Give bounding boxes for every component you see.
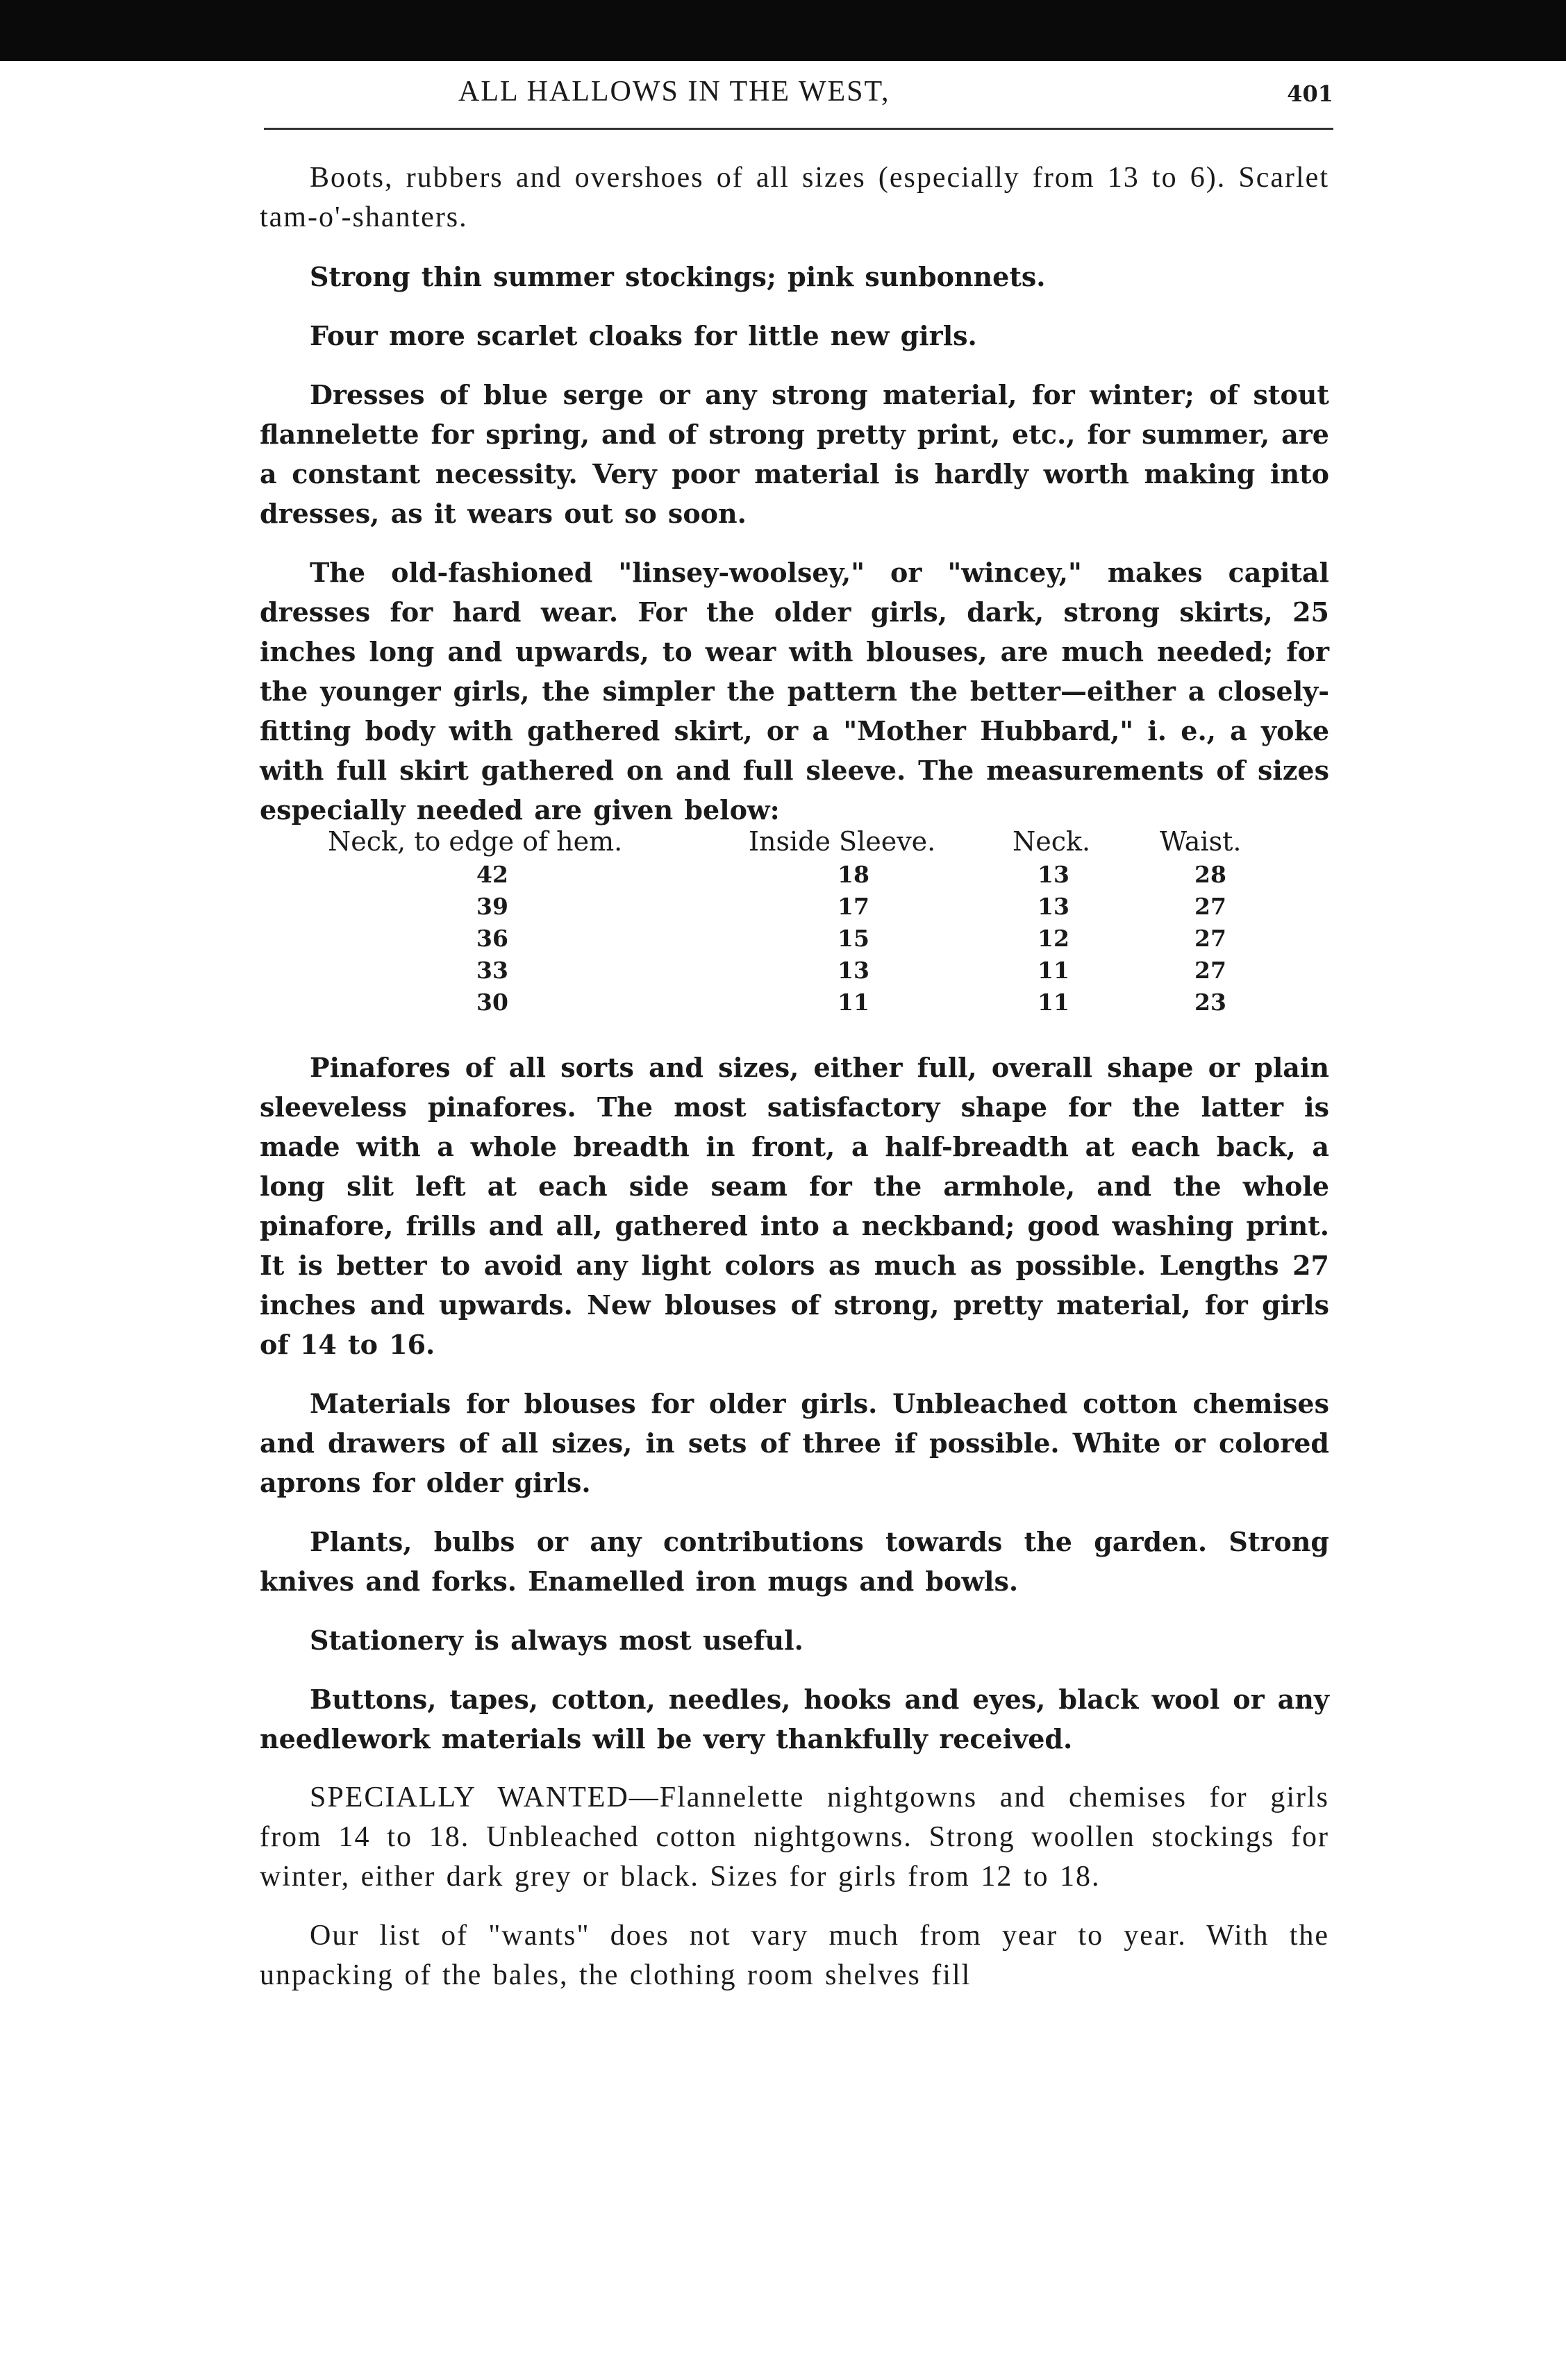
table-cell: 11: [838, 989, 869, 1016]
table-cell: 27: [1194, 925, 1226, 952]
table-cell: 27: [1194, 893, 1226, 920]
table-cell: 28: [1194, 861, 1226, 888]
measurements-table: [328, 824, 1300, 1019]
table-cell: 12: [1038, 925, 1069, 952]
table-cell: 27: [1194, 957, 1226, 984]
table-cell: 33: [476, 957, 508, 984]
table-row: [328, 955, 1300, 987]
table-cell: 39: [476, 893, 508, 920]
paragraph: Pinafores of all sorts and sizes, either full, overall shape or plain sleeveless pinafores. The most satisfactory shape for the latter is made with a whole breadth in front, a half-breadth at each back, a long slit left at each side seam for the armhole, and the whole pinafore, frills and all, gathered into a neckband; good washing print. It is better to avoid any light colors as much as possible. Lengths 27 inches and upwards. New blouses of strong, pretty material, for girls of 14 to 16.: [260, 1052, 1329, 1360]
column-header: Inside Sleeve.: [749, 826, 936, 857]
table-cell: 42: [476, 861, 508, 888]
page-body: [260, 158, 1329, 2015]
table-header: [328, 824, 1300, 859]
paragraph: SPECIALLY WANTED—Flannelette nightgowns and chemises for girls from 14 to 18. Unbleached cotton nightgowns. Strong woollen stockings for winter, either dark grey or black. Sizes for girls from 12 to 18.: [260, 1782, 1329, 1893]
column-header: Waist.: [1160, 826, 1242, 857]
running-header: [264, 75, 1333, 131]
page-top-border: [0, 0, 1566, 61]
table-row: [328, 987, 1300, 1019]
paragraph: Materials for blouses for older girls. Unbleached cotton chemises and drawers of all sizes, in sets of three if possible. White or colored aprons for older girls.: [260, 1388, 1329, 1498]
paragraph: The old-fashioned "linsey-woolsey," or "wincey," makes capital dresses for hard wear. For the older girls, dark, strong skirts, 25 inches long and upwards, to wear with blouses, are much needed; for the younger girls, the simpler the pattern the better—either a closely-fitting body with gathered skirt, or a "Mother Hubbard," i. e., a yoke with full skirt gathered on and full sleeve. The measurements of sizes especially needed are given below:: [260, 557, 1329, 826]
table-cell: 30: [476, 989, 508, 1016]
paragraph: Our list of "wants" does not vary much from year to year. With the unpacking of the bales, the clothing room shelves fill: [260, 1920, 1329, 1991]
table-cell: 15: [838, 925, 869, 952]
paragraph: Strong thin summer stockings; pink sunbonnets.: [310, 261, 1046, 292]
table-cell: 17: [838, 893, 869, 920]
running-title: ALL HALLOWS IN THE WEST,: [458, 76, 890, 108]
paragraph: Buttons, tapes, cotton, needles, hooks and eyes, black wool or any needlework materials will be very thankfully received.: [260, 1684, 1329, 1754]
table-cell: 13: [838, 957, 869, 984]
column-header: Neck.: [1013, 826, 1091, 857]
page-number: 401: [1287, 81, 1333, 107]
column-header: Neck, to edge of hem.: [328, 826, 623, 857]
table-cell: 13: [1038, 893, 1069, 920]
paragraph: Plants, bulbs or any contributions towards the garden. Strong knives and forks. Enamelled iron mugs and bowls.: [260, 1526, 1329, 1597]
table-cell: 11: [1038, 957, 1069, 984]
table-cell: 36: [476, 925, 508, 952]
table-cell: 23: [1194, 989, 1226, 1016]
paragraph: Dresses of blue serge or any strong material, for winter; of stout flannelette for spring, and of strong pretty print, etc., for summer, are a constant necessity. Very poor material is hardly worth making into dresses, as it wears out so soon.: [260, 379, 1329, 529]
header-rule: [264, 128, 1333, 130]
paragraph: Four more scarlet cloaks for little new girls.: [310, 320, 977, 351]
table-row: [328, 859, 1300, 891]
table-row: [328, 891, 1300, 923]
table-row: [328, 923, 1300, 955]
table-cell: 18: [838, 861, 869, 888]
paragraph: Boots, rubbers and overshoes of all sizes (especially from 13 to 6). Scarlet tam-o'-shanters.: [260, 162, 1329, 233]
paragraph: Stationery is always most useful.: [310, 1625, 803, 1656]
table-cell: 11: [1038, 989, 1069, 1016]
table-cell: 13: [1038, 861, 1069, 888]
